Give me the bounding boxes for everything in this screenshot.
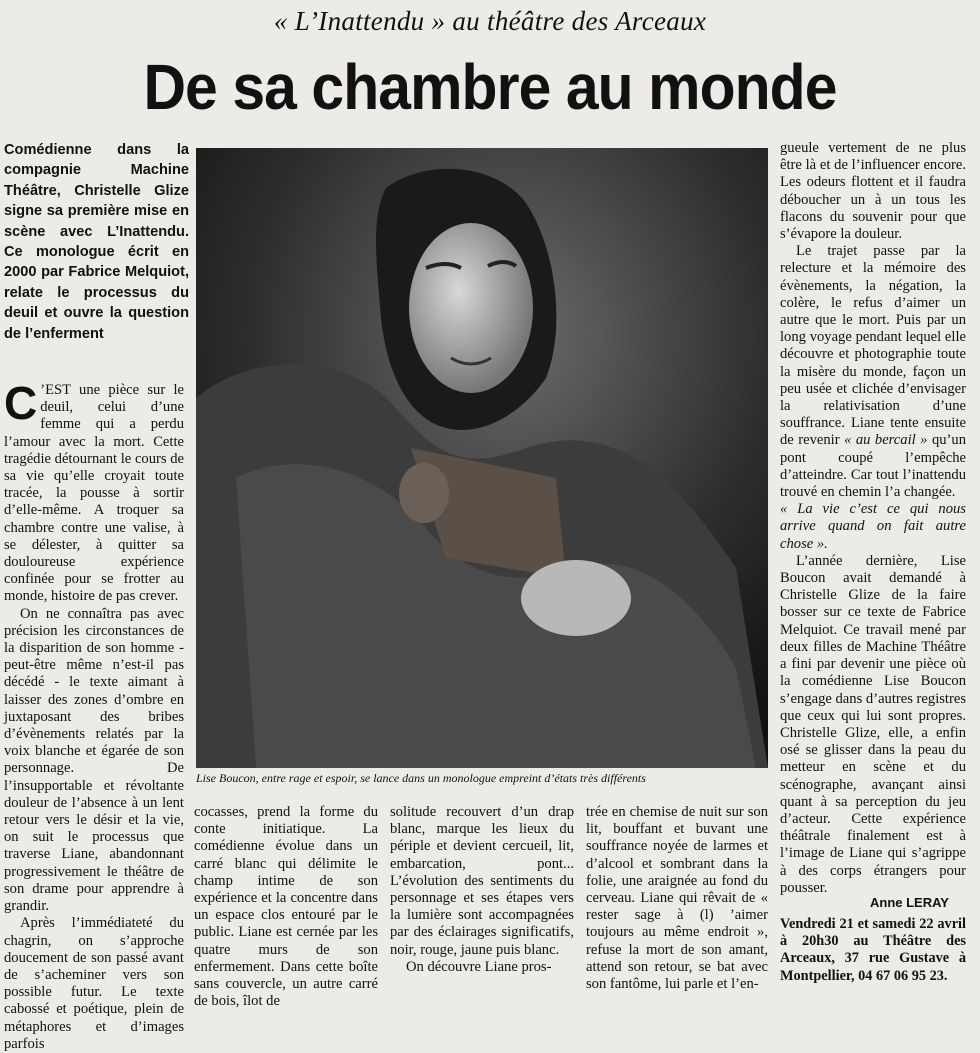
quoted-phrase: « au bercail »	[844, 432, 928, 449]
article-kicker: « L’Inattendu » au théâtre des Arceaux	[273, 6, 707, 36]
article-headline: De sa chambre au monde	[143, 51, 837, 123]
paragraph: Le trajet passe par la relecture et la mémoire des évènements, la négation, la colère, le refus d’aimer un autre que le mort. Puis par un long voyage pendant lequel elle découvre et photographie toute la misère du monde, façon un peu usée et clichée d’envisager la relativisation d’une souffrance. Liane tente ensuite de revenir « au bercail » qu’un pont coupé l’empêche d’atteindre. Car tout l’inattendu trouvé en chemin l’a changée.	[780, 243, 967, 501]
text-column-5	[780, 140, 966, 897]
photo-caption: Lise Boucon, entre rage et espoir, se lance dans un monologue empreint d’états très différents	[196, 771, 646, 785]
text-column-3	[390, 804, 574, 976]
quote: « La vie c’est ce qui nous arrive quand on fait autre chose ».	[780, 501, 966, 552]
actress-photo-illustration	[196, 148, 768, 768]
performance-info: Vendredi 21 et samedi 22 avril à 20h30 au Théâtre des Arceaux, 37 rue Gustave à Montpellier, 04 67 06 95 23.	[780, 916, 966, 984]
paragraph: solitude recouvert d’un drap blanc, marque les lieux du périple et devient cercueil, lit, embarcation, pont... L’évolution des sentiments du personnage et ses étapes vers la lumière sont accompagnées par des éclairages significatifs, noir, rouge, jaune puis blanc.	[390, 804, 574, 958]
paragraph: ’EST une pièce sur le deuil, celui d’une femme qui a perdu l’amour avec la mort. Cette tragédie détournant le cours de sa vie qu’elle croyait toute tracée, la pousse à sortir d’elle-même. A troquer sa chambre contre une valise, à se délester, à quitter sa douloureuse expérience confinée pour se frotter au monde, histoire de pas crever.	[4, 382, 184, 605]
text-column-4	[586, 804, 768, 993]
article-lead: Comédienne dans la compagnie Machine Théâtre, Christelle Glize signe sa première mise en scène avec L’Inattendu. Ce monologue écrit en 2000 par Fabrice Melquiot, relate le processus du deuil et ouvre la question de l’enferment	[4, 142, 189, 342]
byline: Anne LERAY	[870, 895, 949, 910]
paragraph: L’année dernière, Lise Boucon avait demandé à Christelle Glize de la faire bosser sur ce texte de Fabrice Melquiot. Ce travail mené par deux filles de Machine Théâtre a fini par devenir une pièce où la comédienne Lise Boucon s’engage dans d’autres registres que ceux qui lui sont propres. Christelle Glize, elle, a enfin osé se glisser dans la peau du metteur en scène et du scénographe, avançant ainsi quant à sa perception du jeu d’acteur. Cette expérience théâtrale finalement est à l’image de Liane qui s’agrippe à des corps étrangers pour pousser.	[780, 552, 966, 896]
paragraph: Après l’immédiateté du chagrin, on s’approche doucement de son passé avant de s’acheminer vers son possible futur. Le texte cabossé et poétique, plein de métaphores et d’images parfois	[4, 915, 184, 1052]
text-column-2	[194, 804, 378, 1010]
text-column-1	[4, 377, 184, 1053]
article-photo	[196, 148, 768, 768]
paragraph: On ne connaîtra pas avec précision les circonstances de la disparition de son homme - peut-être même n’est-il pas décédé - le texte aimant à laisser des zones d’ombre en juxtaposant des bribes d’évènements relatés par la voix blanche et égarée de son personnage. De l’insupportable et révoltante douleur de l’absence à un lent retour vers le désir et la vie, on suit le processus que traverse Liane, abandonnant progressivement le théâtre de son drame pour apprendre à grandir.	[4, 605, 184, 915]
paragraph: gueule vertement de ne plus être là et de l’influencer encore. Les odeurs flottent et il faudra déboucher un à un tous les flacons du souvenir pour que s’évapore la douleur.	[780, 140, 966, 243]
paragraph: trée en chemise de nuit sur son lit, bouffant et buvant une souffrance noyée de larmes et d’alcool et sombrant dans la folie, une araignée au fond du cerveau. Liane qui rêvait de « rester sage à (l) ’aimer toujours au même endroit », refuse la mort de son amant, attend son retour, se bat avec son fantôme, lui parle et l’en-	[586, 804, 768, 993]
drop-cap: C	[4, 377, 38, 429]
paragraph: cocasses, prend la forme du conte initiatique. La comédienne évolue dans un carré blanc qui délimite le champ intime de son expérience et la concentre dans un espace clos entouré par le public. Liane est cernée par les quatre murs de son enfermement. Dans cette boîte sans couvercle, un autre carré de bois, îlot de	[194, 804, 378, 1010]
paragraph: On découvre Liane pros-	[406, 958, 552, 975]
